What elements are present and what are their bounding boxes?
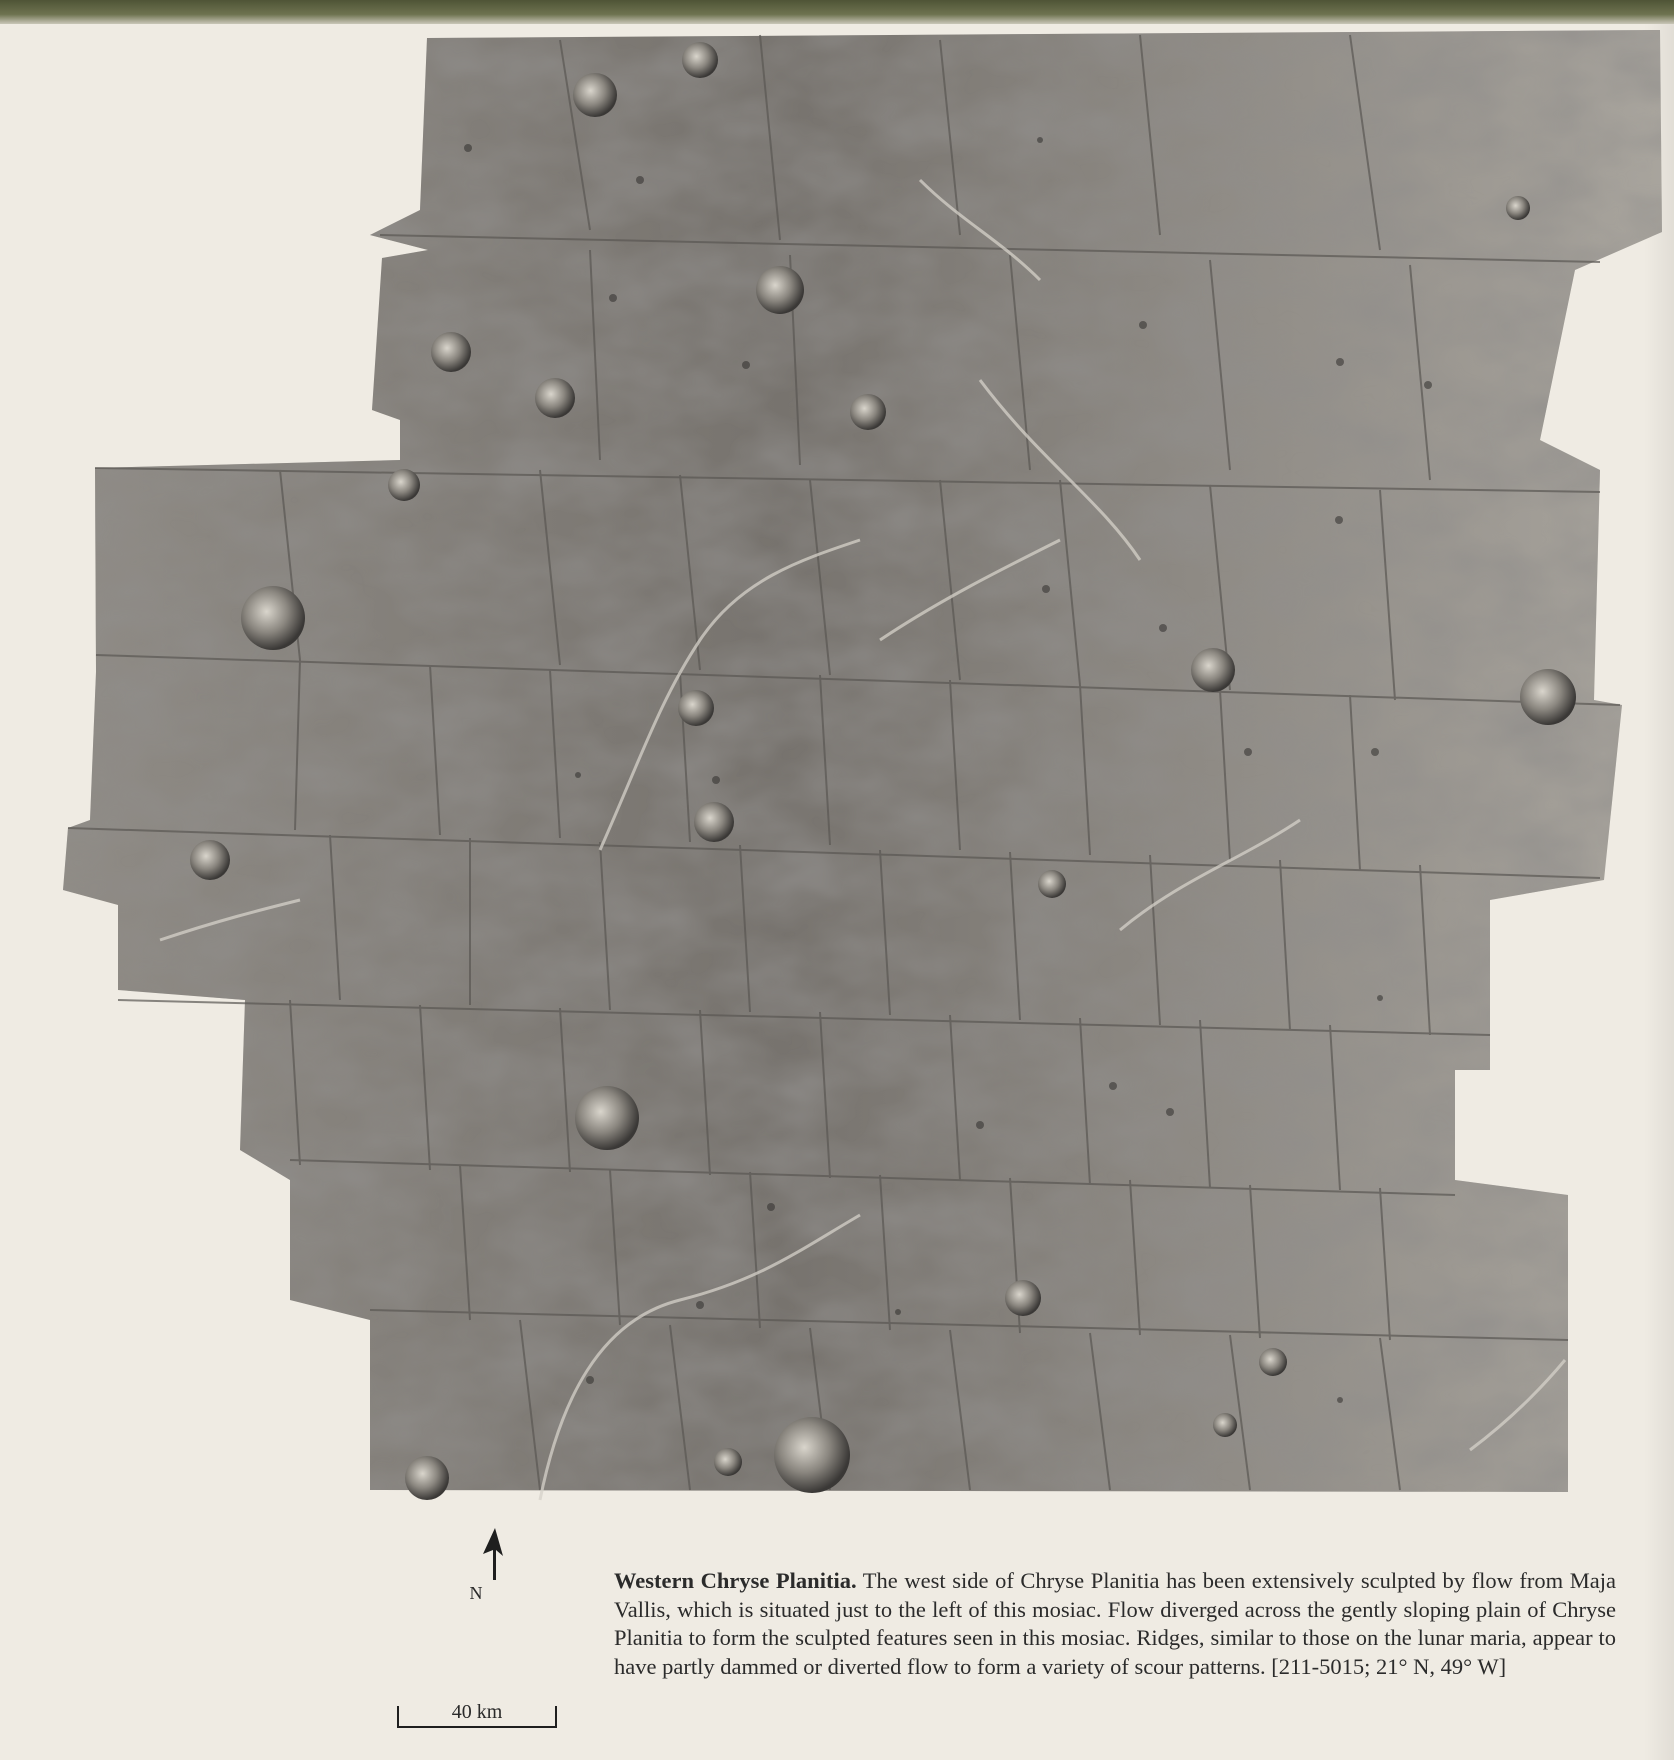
mosaic-texture [63, 30, 1662, 1492]
scale-label: 40 km [451, 1701, 503, 1723]
caption-text: The west side of Chryse Planitia has been extensively sculpted by flow from Maja Vallis, which is situated just to the left of this mosiac. Flow diverged across the gently sloping plain of Chryse Planitia to form the sculpted features seen in this mosiac. Ridges, similar to those on the lunar maria, appear to have partly dammed or diverted flow to form a variety of scour patterns. [211-5015; 21° N, 49° W] [614, 1568, 1616, 1679]
north-arrow-icon [479, 1526, 507, 1582]
caption-title: Western Chryse Planitia. [614, 1568, 857, 1593]
figure-caption [614, 1567, 1616, 1681]
north-label: N [469, 1583, 483, 1603]
